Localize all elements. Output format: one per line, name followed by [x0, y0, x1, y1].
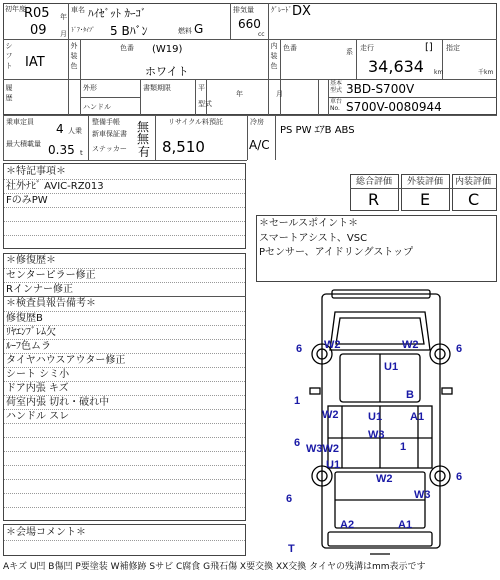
base-model-label: 基本型式: [330, 80, 343, 94]
inspector-notes-title: ＊検査員報告備考＊: [6, 298, 96, 309]
mark-u1-lower: U1: [326, 459, 341, 471]
year-unit: 年: [60, 13, 67, 21]
inspector-note-line: タイヤハウスアウター修正: [6, 355, 126, 366]
inspector-note-line: ハンドル スレ: [6, 411, 70, 422]
grade-value: DX: [292, 4, 311, 19]
capacity-value: 4: [56, 122, 64, 136]
shape-label: 外形: [83, 84, 97, 92]
aircon-value: A/C: [249, 138, 270, 152]
color-code-label: 色番: [120, 44, 134, 52]
doc-month-label: 月: [276, 90, 283, 98]
displacement-unit: cc: [258, 31, 265, 38]
repair-history-line: Rインナー修正: [6, 284, 73, 295]
mark-w2-front-right: W2: [402, 339, 419, 351]
doc-mark: 平: [198, 84, 205, 92]
mark-w2-lower: W2: [376, 473, 393, 485]
inspector-note-line: ﾙｰﾌ色ムラ: [6, 341, 51, 352]
legend-text: Aキズ U凹 B傷凹 P要塗装 W補修跡 Sサビ C腐食 G飛石傷 X要交換 XX交換 タイヤの残溝はmm表示です: [3, 562, 426, 572]
mark-6-rear-left: 6: [286, 493, 293, 505]
base-model-value: 3BD-S700V: [346, 82, 415, 96]
interior-score-value: C: [468, 190, 480, 209]
mileage-label: 走行: [360, 44, 374, 52]
history-label: 履歴: [5, 84, 13, 102]
overall-score-label: 総合評価: [356, 177, 393, 187]
shift-value: IAT: [25, 55, 45, 70]
mark-w3-rear-right: W3: [414, 489, 431, 501]
special-item-line: FのみPW: [6, 195, 48, 206]
capacity-label: 乗車定員: [6, 118, 34, 126]
grade-label: ｸﾞﾚｰﾄﾞ: [271, 6, 292, 14]
inspector-note-line: 荷室内張 切れ・破れ中: [6, 397, 110, 408]
sales-point-line: Pセンサー、アイドリングストップ: [259, 247, 414, 258]
interior-color-code-label: 色番: [283, 44, 297, 52]
warranty-value: 無: [137, 132, 150, 146]
exterior-color-label: 外装色: [70, 42, 78, 70]
mileage-value: 34,634: [368, 57, 424, 76]
equipment-value: PS PW ｴｱB ABS: [280, 125, 355, 136]
mark-6-front-right: 6: [456, 343, 463, 355]
mark-t: T: [288, 543, 295, 555]
shift-label: シフト: [5, 42, 13, 70]
fuel-label: 燃料: [178, 27, 192, 35]
exterior-score-label: 外装評価: [407, 177, 444, 187]
mark-6-rear-right: 6: [456, 471, 463, 483]
model-label: 車名: [71, 6, 85, 14]
mark-a1-bottom: A1: [398, 519, 413, 531]
overall-score-value: R: [368, 190, 380, 209]
maintenance-label: 整備手帳: [92, 118, 120, 126]
fuel-value: G: [194, 22, 204, 36]
mark-w3w2: W3W2: [306, 443, 339, 455]
recycle-value: 有: [138, 145, 151, 159]
color-name: ホワイト: [145, 65, 189, 78]
interior-color-label: 内装色: [270, 42, 278, 70]
mileage-unit: km: [434, 69, 444, 76]
color-code: (W19): [152, 44, 183, 55]
interior-score-label: 内装評価: [455, 177, 492, 187]
load-label: 最大積載量: [6, 140, 41, 148]
mark-u1-door: U1: [368, 411, 383, 423]
exterior-score-value: E: [420, 190, 431, 209]
doc-year-label: 年: [236, 90, 243, 98]
inspector-note-line: 修復歴B: [6, 313, 43, 324]
doortype-value: 5 Bﾊﾞﾝ: [110, 24, 148, 38]
venue-comment-title: ＊会場コメント＊: [6, 527, 86, 538]
kata-label: 型式: [198, 100, 212, 108]
first-reg-year: R05: [24, 6, 50, 21]
mark-a2-bottom: A2: [340, 519, 355, 531]
maintenance-value: 無: [137, 120, 150, 134]
handle-label: ハンドル: [83, 103, 111, 111]
chassis-label: 車台No.: [330, 98, 343, 112]
sticker-label: ステッカー: [92, 145, 127, 153]
doortype-label: ﾄﾞｱ･ﾀｲﾌﾟ: [71, 27, 96, 34]
recycle-label: リサイクル料預託: [168, 118, 224, 126]
recycle-amount: 8,510: [162, 138, 205, 156]
capacity-unit: 人乗: [68, 127, 82, 135]
mark-6-front-left: 6: [296, 343, 303, 355]
first-reg-month: 09: [30, 23, 47, 38]
load-value: 0.35: [48, 143, 75, 157]
doc-label: 書類期限: [143, 84, 171, 92]
mark-6-left: 6: [294, 437, 301, 449]
inspector-note-line: ﾘﾔｴﾝﾌﾞﾚﾑ欠: [6, 327, 56, 338]
displacement-value: 660: [238, 17, 261, 31]
mark-1-lower: 1: [400, 441, 407, 453]
spec-unit: 千km: [478, 69, 494, 76]
first-reg-label: 初年度: [5, 5, 26, 13]
mark-1: 1: [294, 395, 301, 407]
spec-label: 指定: [446, 44, 460, 52]
mark-a1-door: A1: [410, 411, 425, 423]
mark-w2-front-left: W2: [324, 339, 341, 351]
interior-suffix: 系: [346, 48, 353, 56]
month-unit: 月: [60, 30, 67, 38]
mark-w2-door: W2: [322, 409, 339, 421]
load-unit: t: [80, 149, 83, 157]
mark-w3: W3: [368, 429, 385, 441]
displacement-label: 排気量: [233, 6, 254, 14]
chassis-value: S700V-0080944: [346, 100, 442, 114]
mark-u1-roof: U1: [384, 361, 399, 373]
sales-points-title: ＊セールスポイント＊: [259, 218, 359, 229]
special-item-line: 社外ﾅﾋﾞ AVIC-RZ013: [6, 181, 104, 192]
mark-b: B: [406, 389, 414, 401]
mileage-bracket: []: [425, 42, 433, 53]
inspector-note-line: ドア内張 キズ: [6, 383, 69, 394]
special-items-title: ＊特記事項＊: [6, 166, 66, 177]
inspector-note-line: シート シミ小: [6, 369, 70, 380]
warranty-label: 新車保証書: [92, 130, 127, 138]
repair-history-line: センターピラー修正: [6, 270, 96, 281]
sales-point-line: スマートアシスト、VSC: [259, 233, 368, 244]
model-value: ﾊｲｾﾞｯﾄ ｶｰｺﾞ: [88, 7, 147, 20]
vehicle-damage-diagram: [280, 288, 480, 558]
aircon-label: 冷房: [250, 118, 264, 126]
repair-history-title: ＊修復歴＊: [6, 255, 56, 266]
